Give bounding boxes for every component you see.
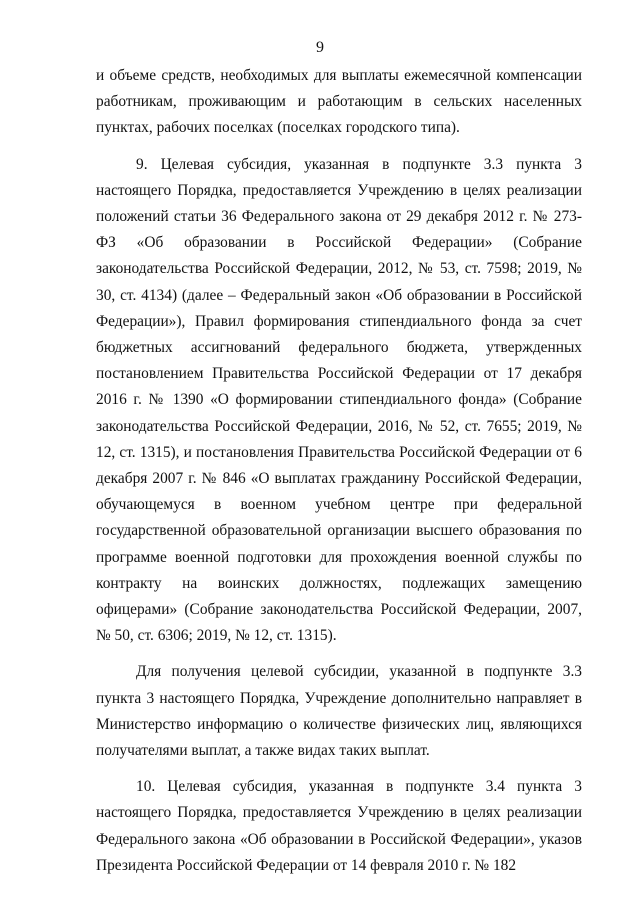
paragraph-item-9: 9. Целевая субсидия, указанная в подпункте 3.3 пункта 3 настоящего Порядка, предоставляется Учреждению в целях реализации положений статьи 36 Федерального закона от 29 декабря 2012 г. № 273-ФЗ «Об образовании в Российской Федерации» (Собрание законодательства Российской Федерации, 2012, № 53, ст. 7598; 2019, № 30, ст. 4134) (далее – Федеральный закон «Об образовании в Российской Федерации»), Правил формирования стипендиального фонда за счет бюджетных ассигнований федерального бюджета, утвержденных постановлением Правительства Российской Федерации от 17 декабря 2016 г. № 1390 «О формировании стипендиального фонда» (Собрание законодательства Российской Федерации, 2016, № 52, ст. 7655; 2019, № 12, ст. 1315), и постановления Правительства Российской Федерации от 6 декабря 2007 г. № 846 «О выплатах гражданину Российской Федерации, обучающемуся в военном учебном центре при федеральной государственной образовательной организации высшего образования по программе военной подготовки для прохождения военной службы по контракту на воинских должностях, подлежащих замещению офицерами» (Собрание законодательства Российской Федерации, 2007, № 50, ст. 6306; 2019, № 12, ст. 1315). [96,155,582,645]
paragraph-item-10: 10. Целевая субсидия, указанная в подпункте 3.4 пункта 3 настоящего Порядка, предоставляется Учреждению в целях реализации Федерального закона «Об образовании в Российской Федерации», указов Президента Российской Федерации от 14 февраля 2010 г. № 182 [96,778,582,874]
document-body [96,63,582,879]
page-number: 9 [316,39,324,56]
paragraph-continuation: и объеме средств, необходимых для выплаты ежемесячной компенсации работникам, проживающим и работающим в сельских населенных пунктах, рабочих поселках (поселках городского типа). [96,67,582,137]
paragraph-subsidy-request: Для получения целевой субсидии, указанной в подпункте 3.3 пункта 3 настоящего Порядка, Учреждение дополнительно направляет в Министерство информацию о количестве физических лиц, являющихся получателями выплат, а также видах таких выплат. [96,663,582,760]
